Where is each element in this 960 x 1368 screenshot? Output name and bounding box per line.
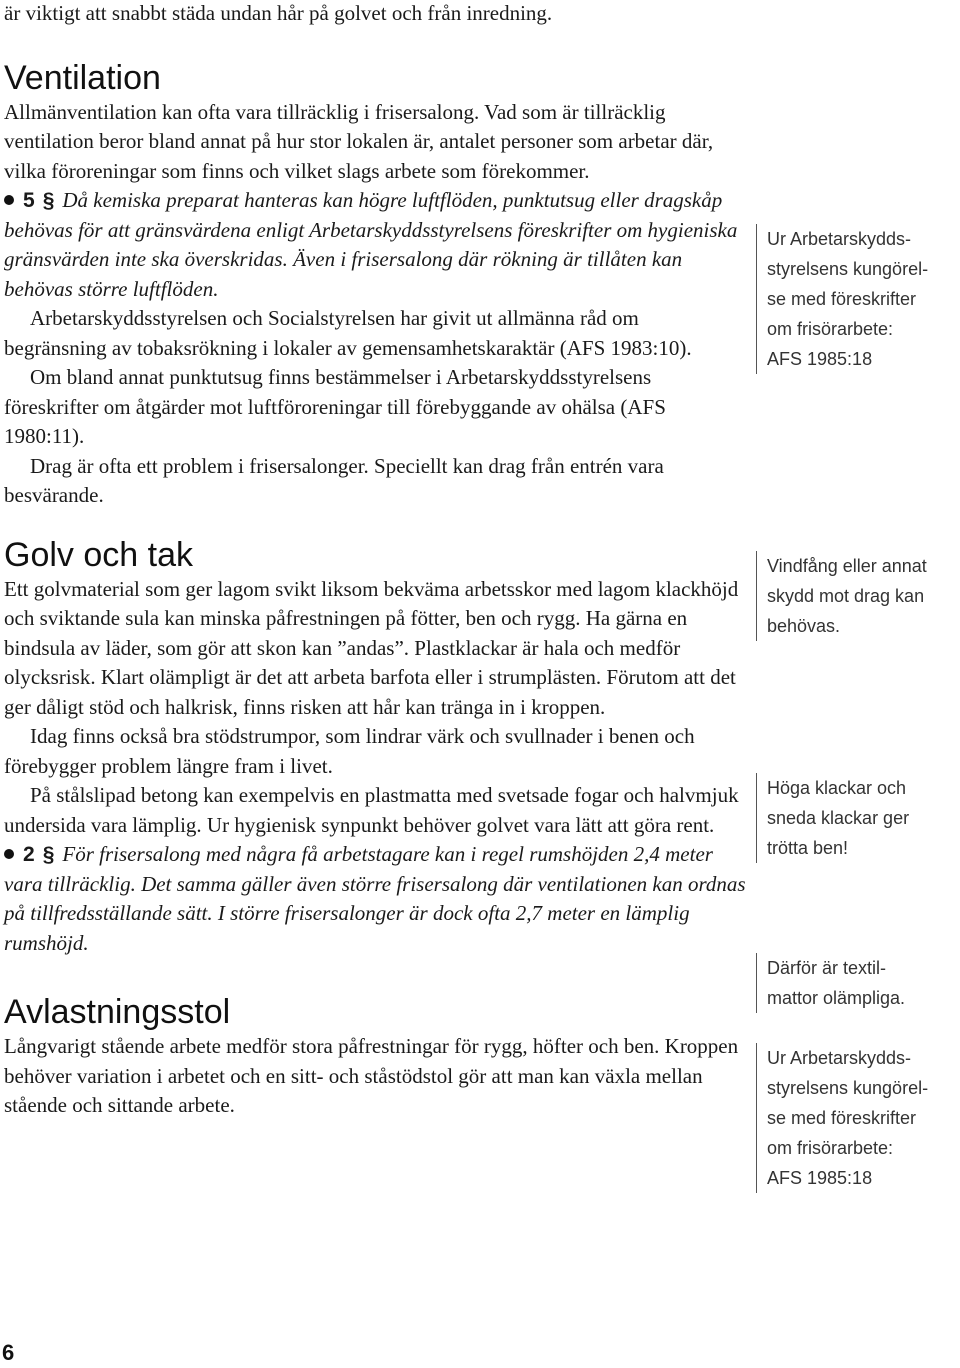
regulation-number: 5 (23, 189, 35, 212)
sidebar-note-draft: Vindfång eller annat skydd mot drag kan behövas. (756, 551, 960, 641)
bullet-icon (4, 195, 14, 205)
section-sign-icon: § (42, 843, 55, 866)
heading-avlastningsstol: Avlastningsstol (4, 993, 231, 1031)
golv-paragraph-3: På stålslipad betong kan exempelvis en plastmatta med svetsade fogar och halvmjuk undersida vara lämplig. Ur hygienisk synpunkt behöver golvet vara lätt att göra rent. (4, 783, 739, 837)
heading-golv-och-tak: Golv och tak (4, 535, 193, 574)
regulation-text: För frisersalong med några få arbetstagare kan i regel rumshöjden 2,4 meter vara tillräcklig. Det samma gäller även större frisersalong där ventilationen kan ordnas på tillfredsställande sätt. I större frisersalonger är dock ofta 2,7 meter en lämplig rumshöjd. (4, 842, 746, 955)
regulation-text: Då kemiska preparat hanteras kan högre luftflöden, punktutsug eller dragskåp behövas för att gränsvärdena enligt Arbetarskyddsstyrelsens föreskrifter om hygieniska gränsvärden inte ska överskridas. Även i frisersalong där rökning är tillåten kan behövas större luftflöden. (4, 188, 738, 301)
ventilation-paragraph-3: Om bland annat punktutsug finns bestämmelser i Arbetarskyddsstyrelsens föreskrifter om åtgärder mot luftföroreningar till förebyggande av ohälsa (AFS 1980:11). (4, 365, 666, 448)
golv-paragraph-1: Ett golvmaterial som ger lagom svikt liksom bekväma arbetsskor med lagom klackhöjd och sviktande sula kan minska påfrestningen på fötter, ben och rygg. Ha gärna en bindsula av läder, som gör att skon kan ”andas”. Plastklackar är hala och medför olycksrisk. Klart olämpligt är det att arbeta barfota eller i strumplästen. Förutom att det ger dåligt stöd och halkrisk, finns risken att hår kan tränga in i kroppen. (4, 576, 739, 719)
golv-paragraph-2: Idag finns också bra stödstrumpor, som lindrar värk och svullnader i benen och förebygger problem längre fram i livet. (4, 724, 695, 778)
heading-ventilation: Ventilation (4, 58, 161, 97)
sidebar-note-heels: Höga klackar och sneda klackar ger trötta ben! (756, 773, 960, 863)
main-column (4, 0, 746, 1121)
golv-regulation-reference (4, 840, 746, 958)
ventilation-paragraph-2: Arbetarskyddsstyrelsen och Socialstyrelsen har givit ut allmänna råd om begränsning av tobaksrökning i lokaler av gemensamhetskaraktär (AFS 1983:10). (4, 306, 692, 360)
section-sign-icon: § (42, 189, 55, 212)
ventilation-paragraph-1: Allmänventilation kan ofta vara tillräcklig i frisersalong. Vad som är tillräcklig ventilation beror bland annat på hur stor lokalen är, antalet personer som arbetar där, vilka föroreningar som finns och vilket slags arbete som förekommer. (4, 99, 714, 183)
sidebar-note-regulation-1: Ur Arbetarskydds- styrelsens kungörel- se med föreskrifter om frisörarbete: AFS 1985:18 (756, 224, 960, 374)
ventilation-regulation-reference (4, 186, 746, 304)
ventilation-paragraph-4: Drag är ofta ett problem i frisersalonger. Speciellt kan drag från entrén vara besvärande. (4, 453, 664, 507)
page-number: 6 (2, 1340, 15, 1365)
regulation-number: 2 (23, 843, 35, 866)
sidebar-note-textile: Därför är textil- mattor olämpliga. (756, 953, 960, 1013)
avlastning-paragraph-1: Långvarigt stående arbete medför stora påfrestningar för rygg, höfter och ben. Kroppen behöver variation i arbetet och en sitt- och ståstödstol gör att man kan växla mellan stående och sittande arbete. (4, 1034, 739, 1117)
bullet-icon (4, 849, 14, 859)
intro-text: är viktigt att snabbt städa undan hår på golvet och från inredning. (4, 1, 553, 25)
sidebar-note-regulation-2: Ur Arbetarskydds- styrelsens kungörel- se med föreskrifter om frisörarbete: AFS 1985:18 (756, 1043, 960, 1193)
